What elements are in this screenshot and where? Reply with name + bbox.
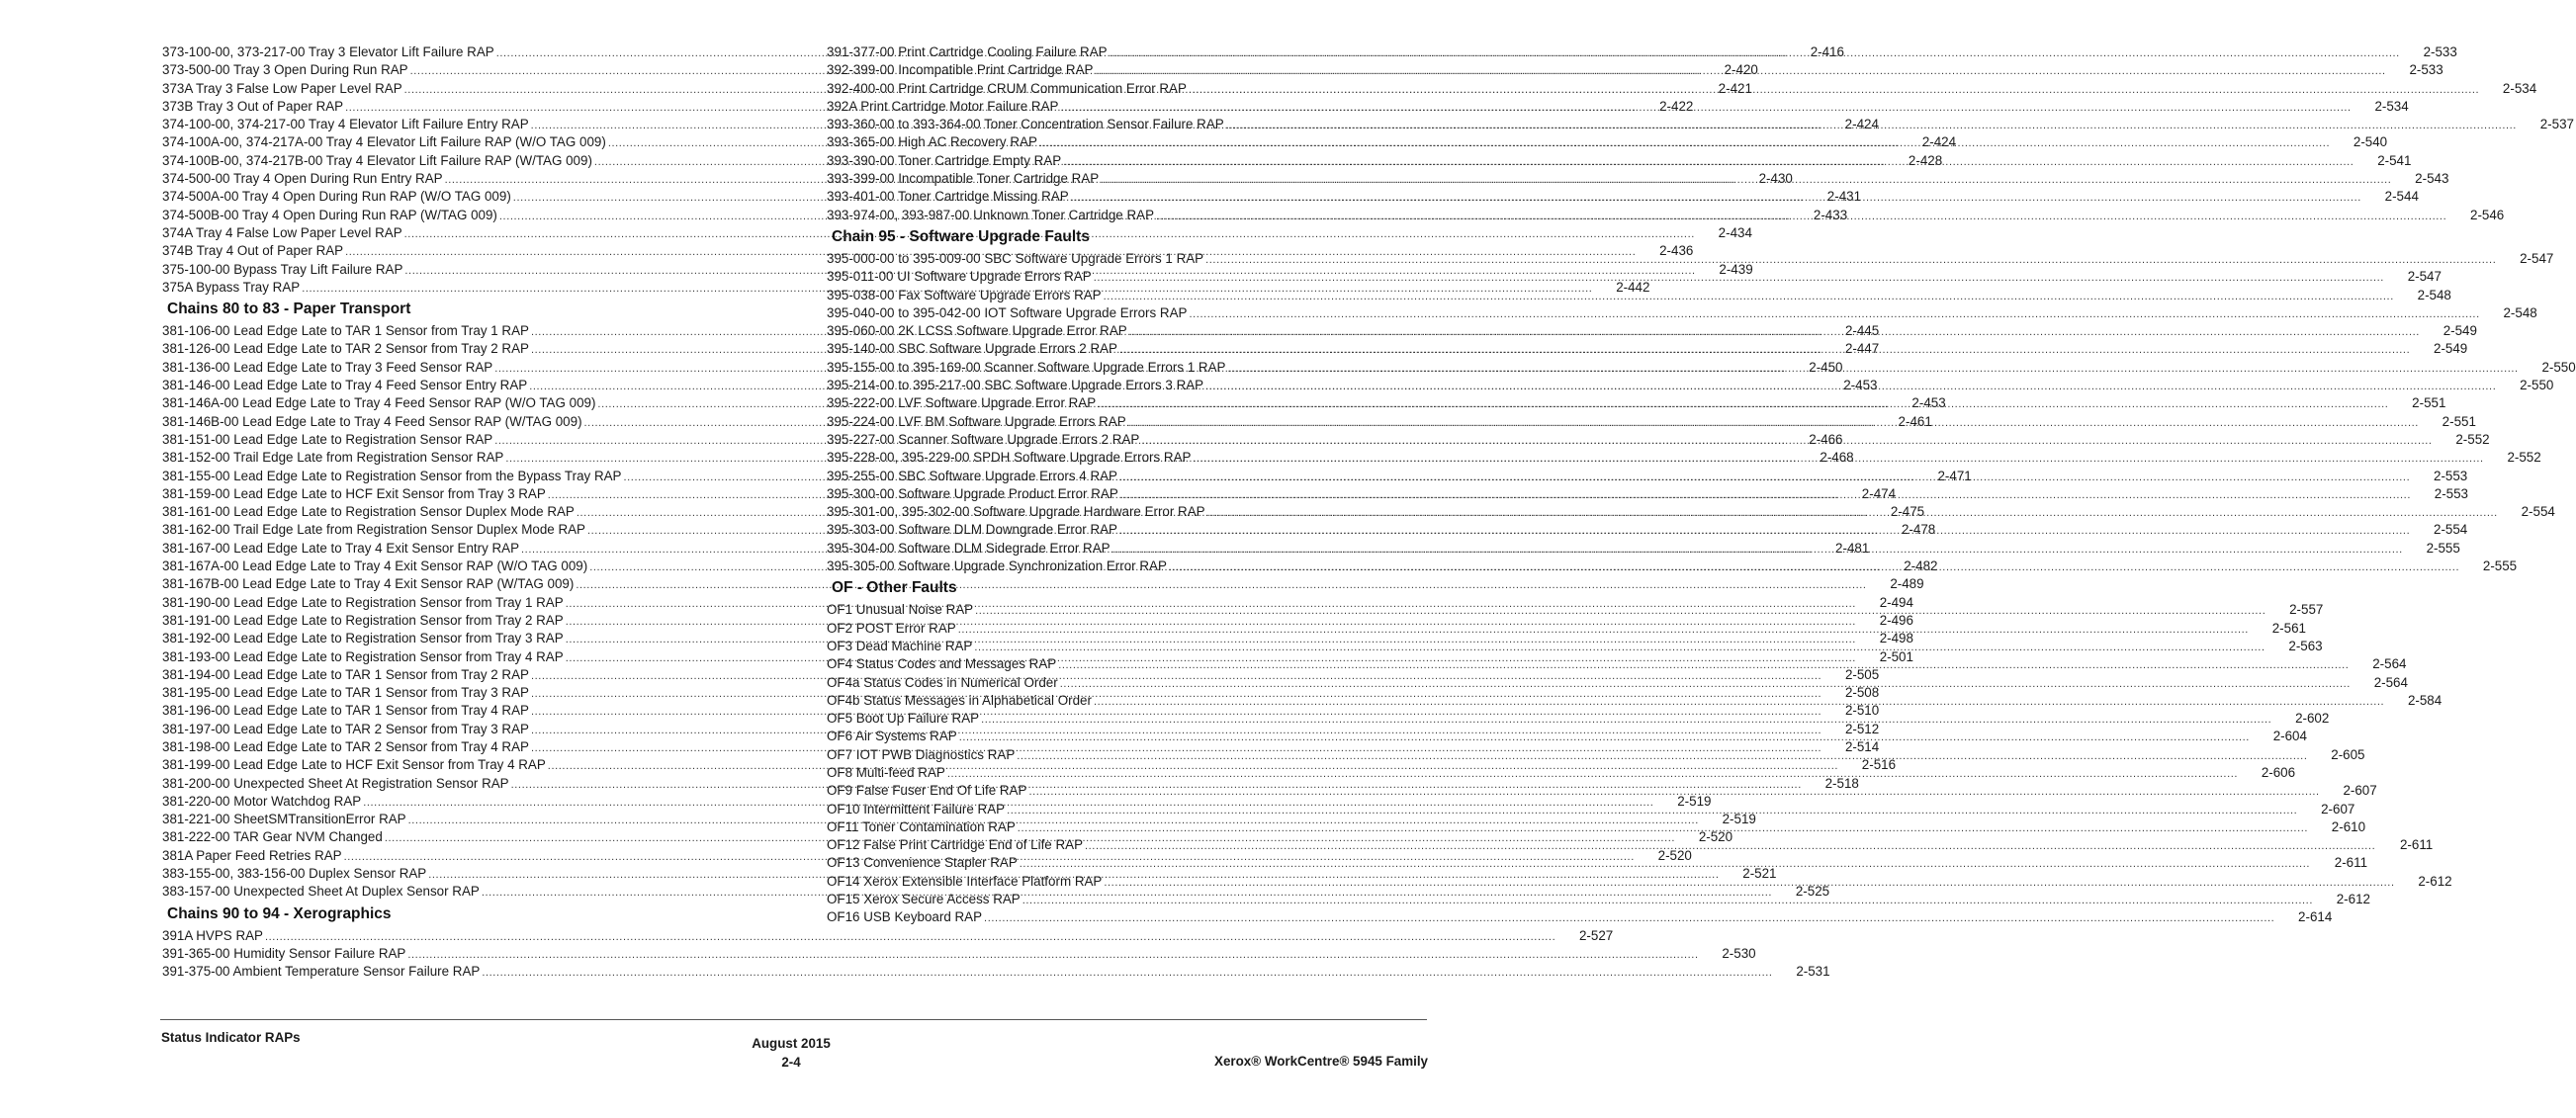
entry-title: 395-227-00 Scanner Software Upgrade Errors 2 RAP [827,431,1140,447]
entry-page-number: 2-534 [2374,98,2409,114]
dot-leader [974,639,2265,656]
entry-title: 381-195-00 Lead Edge Late to TAR 1 Sensor from Tray 3 RAP [162,685,529,701]
entry-title: 381-190-00 Lead Edge Late to Registration Sensor from Tray 1 RAP [162,594,564,610]
entry-page-number: 2-468 [1820,450,1854,466]
entry-title: 395-224-00 LVF BM Software Upgrade Errors RAP [827,413,1126,429]
entry-page-number: 2-552 [2507,450,2541,466]
entry-page-number: 2-554 [2521,504,2555,520]
dot-leader [1022,892,2313,909]
entry-title: 381-161-00 Lead Edge Late to Registration Sensor Duplex Mode RAP [162,504,575,520]
dot-leader [1189,305,2479,323]
entry-page-number: 2-442 [1616,279,1650,295]
entry-page-number: 2-436 [1659,243,1694,259]
entry-title: 381-126-00 Lead Edge Late to TAR 2 Sensor from Tray 2 RAP [162,341,529,357]
entry-title: 392A Print Cartridge Motor Failure RAP [827,98,1059,114]
entry-page-number: 2-611 [2399,837,2434,853]
entry-title: 381-136-00 Lead Edge Late to Tray 3 Feed Sensor RAP [162,359,493,375]
entry-title: 391-377-00 Print Cartridge Cooling Failure RAP [827,44,1108,59]
entry-title: 373-500-00 Tray 3 Open During Run RAP [162,62,408,78]
entry-page-number: 2-424 [1844,117,1879,132]
entry-page-number: 2-548 [2503,304,2537,320]
entry-page-number: 2-549 [2443,323,2477,339]
entry-title: OF5 Boot Up Failure RAP [827,711,980,727]
dot-leader [1095,62,2385,80]
entry-title: OF1 Unusual Noise RAP [827,602,974,618]
entry-title: 381-222-00 TAR Gear NVM Changed [162,829,383,845]
entry-title: 395-222-00 LVF Software Upgrade Error RAP [827,395,1097,411]
entry-page-number: 2-604 [2272,729,2307,744]
entry-page-number: 2-537 [2539,117,2574,132]
entry-title: 381-198-00 Lead Edge Late to TAR 2 Sensor from Tray 4 RAP [162,738,529,754]
entry-page-number: 2-555 [2426,540,2460,556]
entry-page-number: 2-461 [1898,413,1932,429]
entry-page-number: 2-605 [2331,746,2365,762]
section-heading: OF - Other Faults [832,579,957,597]
entry-page-number: 2-551 [2412,395,2446,411]
dot-leader [1094,269,2384,287]
entry-title: 381-200-00 Unexpected Sheet At Registration Sensor RAP [162,775,509,791]
entry-title: 391A HVPS RAP [162,927,263,943]
entry-page-number: 2-494 [1879,594,1913,610]
dot-leader [1156,208,2446,225]
entry-title: 395-155-00 to 395-169-00 Scanner Software Upgrade Errors 1 RAP [827,359,1226,375]
footer-page-number: 2-4 [781,1055,801,1070]
entry-page-number: 2-510 [1844,703,1880,719]
entry-page-number: 2-450 [1809,359,1843,375]
entry-page-number: 2-533 [2409,62,2443,78]
section-heading: Chains 90 to 94 - Xerographics [167,904,392,922]
entry-title: 391-375-00 Ambient Temperature Sensor Failure RAP [162,964,481,980]
entry-page-number: 2-563 [2288,638,2323,653]
entry-page-number: 2-554 [2434,522,2468,538]
entry-page-number: 2-548 [2417,287,2451,302]
entry-title: 381-167B-00 Lead Edge Late to Tray 4 Exit Sensor RAP (W/TAG 009) [162,576,575,592]
entry-page-number: 2-520 [1698,829,1733,845]
entry-title: 392-399-00 Incompatible Print Cartridge RAP [827,62,1094,78]
toc-entry[interactable] [827,908,2333,926]
entry-title: OF8 Multi-feed RAP [827,764,945,780]
entry-title: 381-162-00 Trail Edge Late from Registration Sensor Duplex Mode RAP [162,522,585,538]
entry-title: 381-167A-00 Lead Edge Late to Tray 4 Exit Sensor RAP (W/O TAG 009) [162,559,588,574]
entry-title: 381-221-00 SheetSMTransitionError RAP [162,812,406,827]
entry-page-number: 2-508 [1844,685,1880,701]
dot-leader [1205,251,2496,269]
entry-title: OF13 Convenience Stapler RAP [827,855,1018,871]
entry-page-number: 2-561 [2271,620,2306,636]
dot-leader [265,928,1555,946]
entry-title: 374-100-00, 374-217-00 Tray 4 Elevator Lift Failure Entry RAP [162,117,529,132]
entry-page-number: 2-420 [1724,62,1758,78]
dot-leader [981,711,2271,729]
entry-page-number: 2-498 [1879,631,1913,646]
dot-leader [482,964,1772,982]
dot-leader [1110,44,2400,62]
entry-title: 373A Tray 3 False Low Paper Level RAP [162,80,402,96]
entry-page-number: 2-551 [2442,413,2476,429]
entry-title: 395-228-00, 395-229-00 SPDH Software Upgrade Errors RAP [827,450,1192,466]
entry-page-number: 2-519 [1677,793,1712,809]
entry-page-number: 2-474 [1861,485,1897,501]
entry-page-number: 2-424 [1921,134,1957,150]
dot-leader [958,621,2249,639]
dot-leader [1119,522,2410,540]
entry-page-number: 2-534 [2502,80,2537,96]
entry-page-number: 2-519 [1722,812,1756,827]
dot-leader [1189,81,2479,99]
entry-page-number: 2-549 [2434,341,2468,357]
dot-leader [1028,783,2319,801]
footer-product: Xerox® WorkCentre® 5945 Family [1214,1054,1428,1069]
entry-page-number: 2-557 [2289,602,2324,618]
entry-title: 395-255-00 SBC Software Upgrade Errors 4 RAP [827,468,1117,483]
entry-title: OF14 Xerox Extensible Interface Platform RAP [827,873,1103,889]
entry-title: 374-500A-00 Tray 4 Open During Run RAP (W/O TAG 009) [162,189,511,205]
entry-title: 391-365-00 Humidity Sensor Failure RAP [162,945,406,961]
dot-leader [1058,656,2349,674]
entry-title: 393-401-00 Toner Cartridge Missing RAP [827,189,1069,205]
entry-page-number: 2-564 [2373,674,2408,690]
entry-title: 395-140-00 SBC Software Upgrade Errors 2 RAP [827,341,1117,357]
entry-title: 383-157-00 Unexpected Sheet At Duplex Sensor RAP [162,884,480,900]
entry-page-number: 2-422 [1659,98,1694,114]
entry-page-number: 2-501 [1879,648,1913,664]
entry-title: OF9 False Fuser End Of Life RAP [827,783,1027,799]
entry-title: 381-199-00 Lead Edge Late to HCF Exit Sensor from Tray 4 RAP [162,757,546,773]
entry-title: 381-155-00 Lead Edge Late to Registration Sensor from the Bypass Tray RAP [162,468,622,483]
entry-title: 381-196-00 Lead Edge Late to TAR 1 Sensor from Tray 4 RAP [162,703,529,719]
entry-title: OF16 USB Keyboard RAP [827,909,983,925]
entry-page-number: 2-555 [2482,559,2518,574]
entry-page-number: 2-607 [2343,783,2377,799]
entry-title: 393-974-00, 393-987-00 Unknown Toner Cartridge RAP [827,207,1154,222]
entry-page-number: 2-521 [1742,866,1777,882]
footer-date-page [692,1034,890,1072]
dot-leader [1104,288,2394,305]
entry-page-number: 2-614 [2298,909,2333,925]
entry-page-number: 2-550 [2541,359,2576,375]
entry-page-number: 2-553 [2434,468,2468,483]
dot-leader [1094,693,2384,711]
entry-page-number: 2-445 [1844,323,1880,339]
entry-title: 381-167-00 Lead Edge Late to Tray 4 Exit Sensor Entry RAP [162,540,520,556]
dot-leader [1098,395,2388,413]
entry-page-number: 2-433 [1813,207,1848,222]
entry-page-number: 2-546 [2470,207,2505,222]
dot-leader [1205,378,2496,395]
entry-title: 393-360-00 to 393-364-00 Toner Concentration Sensor Failure RAP [827,117,1224,132]
dot-leader [975,602,2265,620]
entry-title: 395-011-00 UI Software Upgrade Errors RAP [827,269,1092,285]
entry-page-number: 2-607 [2321,801,2355,817]
entry-page-number: 2-430 [1758,171,1793,187]
entry-title: 381-197-00 Lead Edge Late to TAR 2 Sensor from Tray 3 RAP [162,721,529,736]
dot-leader [1071,189,2361,207]
entry-page-number: 2-544 [2384,189,2419,205]
entry-page-number: 2-453 [1911,395,1946,411]
entry-page-number: 2-552 [2455,431,2490,447]
entry-page-number: 2-514 [1844,738,1880,754]
entry-page-number: 2-610 [2331,818,2366,834]
dot-leader [1085,837,2375,855]
toc-entry[interactable] [827,304,2537,322]
entry-title: OF6 Air Systems RAP [827,729,957,744]
entry-page-number: 2-540 [2353,134,2388,150]
dot-leader [1207,504,2498,522]
entry-title: 381-193-00 Lead Edge Late to Registration Sensor from Tray 4 RAP [162,648,564,664]
dot-leader [1101,171,2391,189]
entry-title: 373-100-00, 373-217-00 Tray 3 Elevator Lift Failure RAP [162,44,494,59]
entry-title: 374-100A-00, 374-217A-00 Tray 4 Elevator Lift Failure RAP (W/O TAG 009) [162,134,606,150]
entry-page-number: 2-531 [1796,964,1830,980]
entry-page-number: 2-564 [2372,656,2407,672]
entry-title: 395-300-00 Software Upgrade Product Error RAP [827,485,1118,501]
entry-title: OF2 POST Error RAP [827,620,956,636]
entry-page-number: 2-482 [1904,559,1938,574]
entry-title: 374-500-00 Tray 4 Open During Run Entry RAP [162,171,443,187]
dot-leader [1060,99,2351,117]
entry-title: 395-040-00 to 395-042-00 IOT Software Upgrade Errors RAP [827,304,1188,320]
entry-title: OF4b Status Messages in Alphabetical Order [827,692,1092,708]
dot-leader [1039,134,2330,152]
entry-title: 393-399-00 Incompatible Toner Cartridge RAP [827,171,1100,187]
entry-page-number: 2-478 [1901,522,1936,538]
entry-title: 392-400-00 Print Cartridge CRUM Communication Error RAP [827,80,1187,96]
entry-title: 395-305-00 Software Upgrade Synchronization Error RAP [827,559,1167,574]
entry-title: 381-146B-00 Lead Edge Late to Tray 4 Feed Sensor RAP (W/TAG 009) [162,413,582,429]
dot-leader [959,729,2250,746]
entry-page-number: 2-612 [2336,892,2370,907]
entry-title: 381-106-00 Lead Edge Late to TAR 1 Sensor from Tray 1 RAP [162,323,529,339]
entry-title: 381-159-00 Lead Edge Late to HCF Exit Sensor from Tray 3 RAP [162,485,546,501]
entry-title: OF12 False Print Cartridge End of Life RAP [827,837,1083,853]
entry-page-number: 2-606 [2261,764,2296,780]
entry-title: 381-220-00 Motor Watchdog RAP [162,793,362,809]
entry-title: 395-303-00 Software DLM Downgrade Error RAP [827,522,1117,538]
entry-page-number: 2-525 [1795,884,1830,900]
entry-title: 381-191-00 Lead Edge Late to Registration Sensor from Tray 2 RAP [162,612,564,628]
entry-title: 381-151-00 Lead Edge Late to Registration Sensor RAP [162,431,493,447]
entry-page-number: 2-505 [1844,666,1880,682]
entry-page-number: 2-547 [2407,269,2442,285]
entry-page-number: 2-512 [1844,721,1880,736]
entry-title: OF3 Dead Machine RAP [827,638,973,653]
entry-page-number: 2-453 [1843,378,1878,393]
footer-date: August 2015 [752,1036,831,1051]
entry-page-number: 2-416 [1810,44,1844,59]
entry-page-number: 2-547 [2520,250,2554,266]
dot-leader [1018,819,2308,837]
dot-leader [1227,360,2518,378]
footer-section-title: Status Indicator RAPs [161,1030,301,1045]
entry-page-number: 2-541 [2377,152,2412,168]
entry-title: 393-365-00 High AC Recovery RAP [827,134,1037,150]
entry-title: 375A Bypass Tray RAP [162,279,301,295]
entry-page-number: 2-475 [1890,504,1925,520]
entry-title: 381-192-00 Lead Edge Late to Registration Sensor from Tray 3 RAP [162,631,564,646]
entry-page-number: 2-527 [1578,927,1614,943]
dot-leader [1119,469,2410,486]
dot-leader [1193,450,2483,468]
dot-leader [947,765,2238,783]
entry-title: 375-100-00 Bypass Tray Lift Failure RAP [162,261,403,277]
entry-page-number: 2-518 [1824,775,1859,791]
entry-page-number: 2-533 [2423,44,2457,59]
entry-title: 383-155-00, 383-156-00 Duplex Sensor RAP [162,866,427,882]
entry-title: OF15 Xerox Secure Access RAP [827,892,1021,907]
entry-title: 374B Tray 4 Out of Paper RAP [162,243,344,259]
dot-leader [1141,432,2432,450]
entry-title: 374-100B-00, 374-217B-00 Tray 4 Elevator Lift Failure RAP (W/TAG 009) [162,152,592,168]
entry-page-number: 2-496 [1879,612,1913,628]
entry-title: 395-038-00 Fax Software Upgrade Errors RAP [827,287,1102,302]
entry-title: 381-194-00 Lead Edge Late to TAR 1 Sensor from Tray 2 RAP [162,666,529,682]
dot-leader [1129,323,2420,341]
entry-page-number: 2-602 [2295,711,2330,727]
dot-leader [1063,153,2354,171]
dot-leader [1020,855,2310,873]
entry-page-number: 2-550 [2520,378,2554,393]
entry-page-number: 2-543 [2415,171,2449,187]
entry-page-number: 2-489 [1890,576,1924,592]
entry-page-number: 2-584 [2407,692,2443,708]
entry-title: OF4a Status Codes in Numerical Order [827,674,1058,690]
entry-title: OF11 Toner Contamination RAP [827,818,1016,834]
dot-leader [1112,541,2403,559]
dot-leader [1060,675,2351,693]
entry-page-number: 2-434 [1718,224,1752,240]
entry-title: 381A Paper Feed Retries RAP [162,847,342,863]
entry-title: 374A Tray 4 False Low Paper Level RAP [162,224,402,240]
section-heading: Chain 95 - Software Upgrade Faults [832,227,1090,245]
entry-title: OF10 Intermittent Failure RAP [827,801,1006,817]
entry-title: 395-304-00 Software DLM Sidegrade Error RAP [827,540,1110,556]
entry-title: 395-000-00 to 395-009-00 SBC Software Upgrade Errors 1 RAP [827,250,1204,266]
section-heading: Chains 80 to 83 - Paper Transport [167,301,411,318]
entry-page-number: 2-516 [1861,757,1897,773]
entry-title: 381-146-00 Lead Edge Late to Tray 4 Feed Sensor Entry RAP [162,378,528,393]
dot-leader [1104,874,2394,892]
entry-title: OF7 IOT PWB Diagnostics RAP [827,746,1016,762]
dot-leader [407,946,1698,964]
entry-title: 395-301-00, 395-302-00 Software Upgrade Hardware Error RAP [827,504,1205,520]
entry-title: 395-060-00 2K LCSS Software Upgrade Error RAP [827,323,1127,339]
dot-leader [1226,117,2517,134]
toc-entry[interactable] [162,927,1614,945]
entry-page-number: 2-481 [1835,540,1870,556]
dot-leader [1120,486,2411,504]
dot-leader [1007,802,2297,819]
toc-entry[interactable] [162,945,1756,963]
entry-page-number: 2-553 [2434,485,2468,501]
entry-page-number: 2-530 [1722,945,1756,961]
dot-leader [1119,341,2410,359]
entry-title: 395-214-00 to 395-217-00 SBC Software Upgrade Errors 3 RAP [827,378,1204,393]
entry-page-number: 2-428 [1908,152,1943,168]
entry-page-number: 2-611 [2334,855,2368,871]
dot-leader [1128,414,2419,432]
toc-entry[interactable] [162,963,1830,981]
entry-page-number: 2-471 [1937,468,1972,483]
entry-page-number: 2-466 [1809,431,1843,447]
entry-title: 381-146A-00 Lead Edge Late to Tray 4 Feed Sensor RAP (W/O TAG 009) [162,395,596,411]
entry-page-number: 2-439 [1719,261,1753,277]
entry-title: 393-390-00 Toner Cartridge Empty RAP [827,152,1062,168]
dot-leader [1169,559,2459,576]
entry-title: 381-152-00 Trail Edge Late from Registration Sensor RAP [162,450,504,466]
entry-page-number: 2-421 [1718,80,1752,96]
entry-title: 374-500B-00 Tray 4 Open During Run RAP (W/TAG 009) [162,207,497,222]
entry-title: OF4 Status Codes and Messages RAP [827,656,1057,672]
footer-divider [160,1019,1427,1020]
entry-page-number: 2-431 [1826,189,1862,205]
entry-page-number: 2-447 [1844,341,1880,357]
dot-leader [1017,747,2307,765]
entry-page-number: 2-612 [2418,873,2452,889]
dot-leader [984,909,2274,927]
entry-page-number: 2-520 [1657,847,1692,863]
entry-title: 373B Tray 3 Out of Paper RAP [162,98,344,114]
